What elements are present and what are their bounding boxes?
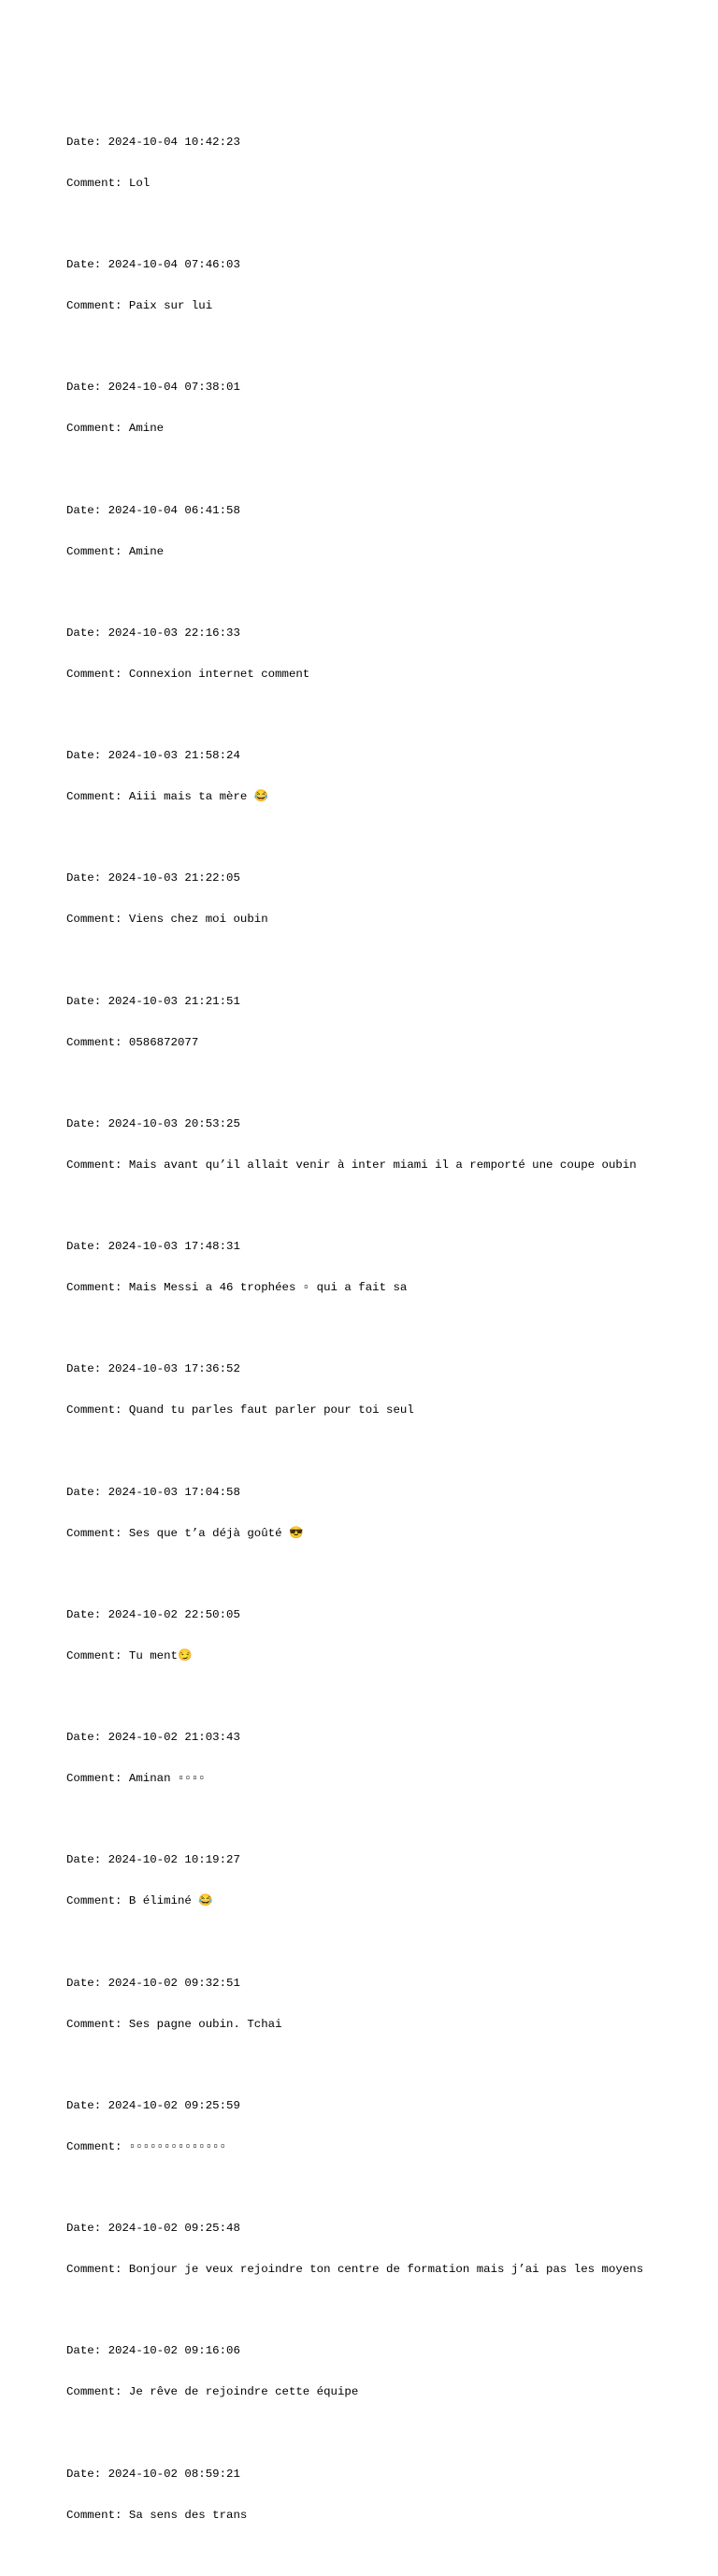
date-label: Date:: [66, 381, 108, 395]
entry-comment: Lol: [128, 176, 151, 190]
comment-label: Comment:: [66, 299, 129, 312]
entry-date-line: [66, 1362, 702, 1376]
comment-entry: [66, 1459, 702, 1568]
comment-label: Comment:: [66, 1035, 129, 1049]
entry-date: 2024-10-03 17:36:52: [108, 1362, 240, 1376]
entry-comment: Paix sur lui: [128, 299, 213, 312]
entry-comment: ▫▫▫▫▫▫▫▫▫▫▫▫▫▫: [128, 2139, 227, 2153]
entry-comment-line: [66, 2263, 702, 2277]
comment-label: Comment:: [66, 1648, 129, 1662]
entry-comment: Tu ment😏: [128, 1648, 193, 1662]
date-label: Date:: [66, 749, 108, 763]
comment-label: Comment:: [66, 1894, 129, 1908]
entry-date-line: [66, 995, 702, 1009]
entry-date-line: [66, 1853, 702, 1867]
entry-comment-line: [66, 2140, 702, 2154]
comment-entry: [66, 231, 702, 340]
entry-comment-line: [66, 1527, 702, 1541]
entry-comment-line: [66, 1281, 702, 1295]
entry-date-line: [66, 2468, 702, 2482]
comment-label: Comment:: [66, 790, 129, 803]
entries-list: [66, 108, 702, 2550]
comment-entry: [66, 2072, 702, 2181]
entry-comment-line: [66, 2385, 702, 2399]
comment-entry: [66, 844, 702, 954]
comment-entry: [66, 599, 702, 709]
entry-date-line: [66, 381, 702, 395]
comment-entry: [66, 1950, 702, 2059]
entry-comment: B éliminé 😂: [128, 1894, 213, 1908]
comment-label: Comment:: [66, 422, 129, 436]
entry-comment: Mais avant qu’il allait venir à inter miami il a remporté une coupe oubin: [128, 1158, 637, 1172]
entry-date: 2024-10-02 10:19:27: [108, 1853, 240, 1867]
date-label: Date:: [66, 1362, 108, 1376]
date-label: Date:: [66, 2222, 108, 2236]
entry-date: 2024-10-02 21:03:43: [108, 1731, 240, 1745]
entry-date: 2024-10-03 17:48:31: [108, 1240, 240, 1254]
entry-date: 2024-10-03 21:22:05: [108, 871, 240, 885]
date-label: Date:: [66, 1485, 108, 1499]
date-label: Date:: [66, 1976, 108, 1990]
comment-label: Comment:: [66, 667, 129, 681]
entry-date: 2024-10-02 08:59:21: [108, 2467, 240, 2481]
comment-entry: [66, 2440, 702, 2550]
comment-entry: [66, 968, 702, 1077]
comment-label: Comment:: [66, 2139, 129, 2153]
entry-date-line: [66, 2344, 702, 2358]
entry-comment: Quand tu parles faut parler pour toi seul: [128, 1403, 414, 1418]
date-label: Date:: [66, 2098, 108, 2112]
entry-date: 2024-10-04 06:41:58: [108, 503, 240, 517]
entry-comment-line: [66, 422, 702, 436]
entry-date: 2024-10-02 09:16:06: [108, 2344, 240, 2358]
entry-date-line: [66, 1731, 702, 1745]
entry-comment-line: [66, 177, 702, 191]
entry-comment: Aiii mais ta mère 😂: [128, 790, 269, 803]
comment-entry: [66, 1826, 702, 1936]
comment-label: Comment:: [66, 1772, 129, 1785]
entry-date: 2024-10-04 07:46:03: [108, 258, 240, 272]
comment-entry: [66, 722, 702, 831]
entry-date: 2024-10-02 22:50:05: [108, 1607, 240, 1621]
entry-date: 2024-10-03 17:04:58: [108, 1485, 240, 1499]
entry-date-line: [66, 1608, 702, 1622]
entry-date-line: [66, 626, 702, 640]
entry-comment-line: [66, 299, 702, 313]
date-label: Date:: [66, 2344, 108, 2358]
entry-comment-line: [66, 1403, 702, 1418]
comment-entry: [66, 353, 702, 463]
entry-date-line: [66, 504, 702, 518]
entry-date: 2024-10-02 09:32:51: [108, 1976, 240, 1990]
entry-date-line: [66, 1117, 702, 1131]
entry-comment: Amine: [128, 422, 165, 436]
entry-comment: Viens chez moi oubin: [128, 913, 268, 927]
comment-label: Comment:: [66, 1158, 129, 1172]
entry-date-line: [66, 2099, 702, 2113]
entry-date: 2024-10-02 09:25:48: [108, 2222, 240, 2236]
date-label: Date:: [66, 994, 108, 1008]
entry-date: 2024-10-04 10:42:23: [108, 135, 240, 149]
date-label: Date:: [66, 2467, 108, 2481]
date-label: Date:: [66, 1116, 108, 1130]
entry-comment-line: [66, 1036, 702, 1050]
entry-date-line: [66, 1977, 702, 1991]
comment-label: Comment:: [66, 2385, 129, 2399]
entry-comment-line: [66, 668, 702, 682]
comment-label: Comment:: [66, 2263, 129, 2276]
entry-comment: Mais Messi a 46 trophées ▫ qui a fait sa: [128, 1281, 408, 1294]
comment-log: [66, 67, 702, 2576]
entry-comment-line: [66, 1894, 702, 1908]
date-label: Date:: [66, 503, 108, 517]
date-label: Date:: [66, 258, 108, 272]
entry-comment: Amine: [128, 544, 165, 558]
date-label: Date:: [66, 871, 108, 885]
entry-date: 2024-10-03 20:53:25: [108, 1116, 240, 1130]
comment-entry: [66, 1581, 702, 1691]
entry-comment: Ses que t’a déjà goûté 😎: [128, 1526, 304, 1540]
comment-entry: [66, 2195, 702, 2304]
comment-label: Comment:: [66, 1403, 129, 1418]
entry-comment-line: [66, 1772, 702, 1786]
comment-entry: [66, 2317, 702, 2426]
entry-date-line: [66, 136, 702, 150]
entry-comment-line: [66, 1649, 702, 1663]
entry-comment-line: [66, 2018, 702, 2032]
date-label: Date:: [66, 1607, 108, 1621]
entry-date: 2024-10-03 21:21:51: [108, 994, 240, 1008]
entry-date: 2024-10-04 07:38:01: [108, 381, 240, 395]
entry-date-line: [66, 258, 702, 272]
entry-date: 2024-10-02 09:25:59: [108, 2098, 240, 2112]
entry-comment: Sa sens des trans: [128, 2508, 248, 2522]
comment-label: Comment:: [66, 913, 129, 927]
entry-date-line: [66, 871, 702, 885]
entry-comment-line: [66, 545, 702, 559]
entry-comment-line: [66, 913, 702, 927]
comment-entry: [66, 477, 702, 586]
comment-entry: [66, 1704, 702, 1813]
entry-date-line: [66, 1240, 702, 1254]
entry-date-line: [66, 1486, 702, 1500]
comment-entry: [66, 1090, 702, 1200]
comment-label: Comment:: [66, 176, 129, 190]
comment-label: Comment:: [66, 2017, 129, 2031]
comment-entry: [66, 108, 702, 218]
date-label: Date:: [66, 1240, 108, 1254]
entry-comment-line: [66, 1158, 702, 1173]
entry-comment: Je rêve de rejoindre cette équipe: [128, 2385, 359, 2399]
comment-entry: [66, 1335, 702, 1445]
entry-date: 2024-10-03 21:58:24: [108, 749, 240, 763]
entry-comment: Ses pagne oubin. Tchai: [128, 2017, 282, 2031]
entry-comment-line: [66, 790, 702, 804]
date-label: Date:: [66, 1853, 108, 1867]
entry-comment: Aminan ▫▫▫▫: [128, 1772, 206, 1785]
entry-date: 2024-10-03 22:16:33: [108, 626, 240, 640]
entry-date-line: [66, 2222, 702, 2236]
comment-label: Comment:: [66, 544, 129, 558]
entry-comment: Connexion internet comment: [128, 667, 310, 681]
comment-label: Comment:: [66, 2508, 129, 2522]
comment-label: Comment:: [66, 1526, 129, 1540]
entry-comment: Bonjour je veux rejoindre ton centre de formation mais j’ai pas les moyens: [128, 2263, 644, 2276]
comment-label: Comment:: [66, 1281, 129, 1294]
entry-comment-line: [66, 2509, 702, 2523]
entry-comment: 0586872077: [128, 1035, 199, 1049]
date-label: Date:: [66, 1731, 108, 1745]
date-label: Date:: [66, 135, 108, 149]
entry-date-line: [66, 749, 702, 763]
date-label: Date:: [66, 626, 108, 640]
comment-entry: [66, 1213, 702, 1322]
